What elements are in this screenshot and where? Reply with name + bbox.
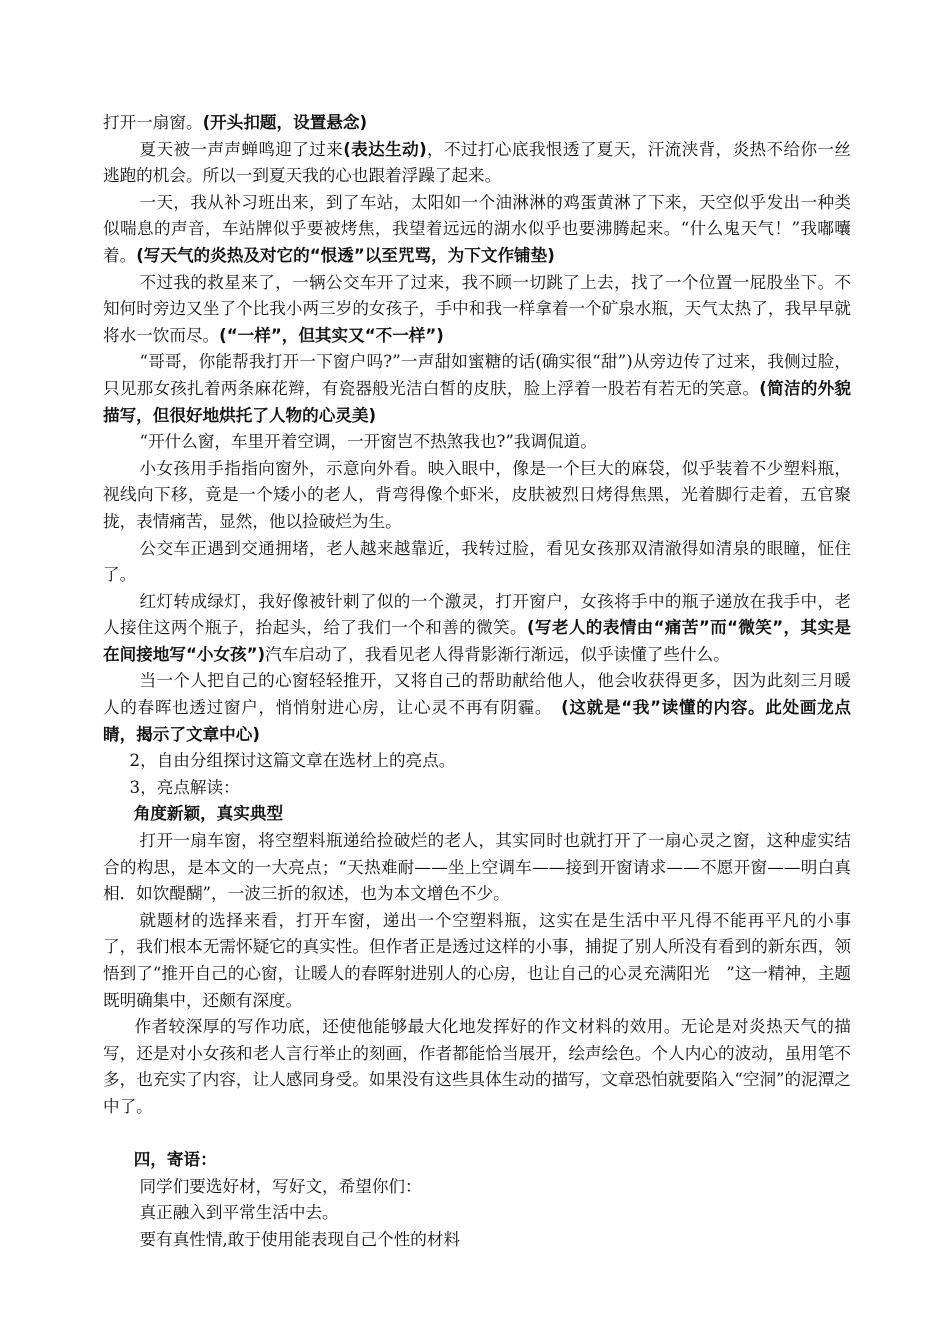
subheading-text: 角度新颖，真实典型 <box>133 804 284 824</box>
list-text: 2，自由分组探讨这篇文章在选材上的亮点。 <box>129 751 456 771</box>
list-item-3 <box>103 775 851 802</box>
paragraph-text: 打开一扇车窗，将空塑料瓶递给捡破烂的老人，其实同时也就打开了一扇心灵之窗，这种虚实结合的构思，是本文的一大亮点；“天热难耐——坐上空调车——接到开窗请求——不愿开窗——明白真相．如饮醍醐”，一波三折的叙述，也为本文增色不少。 <box>103 831 851 904</box>
paragraph-text: 汽车启动了，我看见老人得背影渐行渐远，似乎读懂了些什么。 <box>265 644 730 664</box>
paragraph-text: 夏天被一声声蝉鸣迎了过来 <box>139 139 344 159</box>
paragraph-text: 公交车正遇到交通拥堵，老人越来越靠近，我转过脸，看见女孩那双清澈得如清泉的眼瞳，怔住了。 <box>103 538 851 585</box>
message-line-3 <box>103 1227 851 1254</box>
paragraph-old-man <box>103 456 851 536</box>
paragraph-summer <box>103 137 851 190</box>
paragraph-text: 小女孩用手指指向窗外，示意向外看。映入眼中，像是一个巨大的麻袋，似乎装着不少塑料瓶，视线向下移，竟是一个矮小的老人，背弯得像个虾米，皮肤被烈日烤得焦黑，光着脚行走着，五官聚拢，表情痛苦，显然，他以捡破烂为生。 <box>103 458 851 531</box>
paragraph-text: 不过我的救星来了，一辆公交车开了过来，我不顾一切跳了上去，找了一个位置一屁股坐下。不知何时旁边又坐了个比我小两三岁的女孩子，手中和我一样拿着一个矿泉水瓶，天气太热了，我早早就将水一饮而尽。 <box>103 272 851 345</box>
paragraph-traffic <box>103 536 851 589</box>
subheading-highlight <box>103 801 851 828</box>
document-page <box>103 110 851 1254</box>
message-line-1 <box>103 1174 851 1201</box>
paragraph-analysis-2 <box>103 908 851 1014</box>
paragraph-reply <box>103 429 851 456</box>
paragraph-text: ，不过打心底我恨透了夏天，汗流浃背，炎热不给你一丝逃跑的机会。所以一到夏天我的心也跟着浮躁了起来。 <box>103 139 852 186</box>
message-line-2 <box>103 1200 851 1227</box>
paragraph-text: 真正融入到平常生活中去。 <box>139 1203 339 1223</box>
paragraph-text: 要有真性情,敢于使用能表现自己个性的材料 <box>139 1229 461 1249</box>
paragraph-analysis-3 <box>103 1014 851 1120</box>
paragraph-opening <box>103 110 851 137</box>
paragraph-analysis-1 <box>103 828 851 908</box>
list-text: 3，亮点解读： <box>129 777 240 797</box>
annotation-note: (这就是“我”读懂的内容。此处画龙点睛，揭示了文章中心) <box>103 698 851 744</box>
annotation-note: (表达生动) <box>343 139 427 159</box>
paragraph-text: 就题材的选择来看，打开车窗，递出一个空塑料瓶，这实在是生活中平凡得不能再平凡的小事了，我们根本无需怀疑它的真实性。但作者正是透过这样的小事，捕捉了别人所没有看到的新东西，领悟到了“推开自己的心窗，让暖人的春晖射进别人的心房，也让自己的心灵充满阳光 ”这一精神，主题既明确集中，还颇有深度。 <box>103 910 851 1010</box>
paragraph-text: “哥哥，你能帮我打开一下窗户吗?”一声甜如蜜糖的话(确实很“甜”)从旁边传了过来，我侧过脸，只见那女孩扎着两条麻花辫，有瓷器般光洁白皙的皮肤，脸上浮着一股若有若无的笑意。 <box>103 352 851 398</box>
annotation-note: (“一样”，但其实又“不一样”) <box>219 325 444 345</box>
annotation-note: (写天气的炎热及对它的“恨透”以至咒骂，为下文作铺垫) <box>136 245 555 265</box>
paragraph-girl-request <box>103 349 851 429</box>
paragraph-text: 作者较深厚的写作功底，还使他能够最大化地发挥好的作文材料的效用。无论是对炎热天气的描写，还是对小女孩和老人言行举止的刻画，作者都能恰当展开，绘声绘色。个人内心的波动，虽用笔不多，也充实了内容，让人感同身受。如果没有这些具体生动的描写，文章恐怕就要陷入“空洞”的泥潭之中了。 <box>103 1017 851 1116</box>
paragraph-text: 红灯转成绿灯，我好像被针刺了似的一个激灵，打开窗户，女孩将手中的瓶子递放在我手中，老人接住这两个瓶子，抬起头，给了我们一个和善的微笑。 <box>103 591 851 638</box>
paragraph-text: 当一个人把自己的心窗轻轻推开，又将自己的帮助献给他人，他会收获得更多，因为此刻三月暖人的春晖也透过窗户，悄悄射进心房，让心灵不再有阴霾。 <box>103 671 851 718</box>
paragraph-conclusion <box>103 668 851 748</box>
blank-line <box>103 1121 851 1148</box>
list-item-2 <box>103 748 851 775</box>
paragraph-text: 同学们要选好材，写好文，希望你们： <box>139 1176 422 1196</box>
annotation-note: (开头扣题，设置悬念) <box>202 113 368 132</box>
paragraph-green-light <box>103 589 851 669</box>
annotation-note: (简洁的外貌描写，但很好地烘托了人物的心灵美) <box>103 378 852 425</box>
paragraph-text: “开什么窗，车里开着空调，一开窗岂不热煞我也?”我调侃道。 <box>139 432 597 452</box>
section-heading-message <box>103 1147 851 1174</box>
section-heading-text: 四，寄语： <box>133 1150 217 1170</box>
paragraph-bus-arrives <box>103 270 851 350</box>
annotation-note: (写老人的表情由“痛苦”而“微笑”，其实是在间接地写“小女孩”) <box>103 618 851 664</box>
paragraph-bus-stop <box>103 190 851 270</box>
paragraph-text: 打开一扇窗。 <box>103 113 203 132</box>
paragraph-text: 一天，我从补习班出来，到了车站，太阳如一个油淋淋的鸡蛋黄淋了下来，天空似乎发出一种类似喘息的声音，车站牌似乎要被烤焦，我望着远远的湖水似乎也要沸腾起来。“什么鬼天气！”我嘟囔着。 <box>103 192 851 265</box>
